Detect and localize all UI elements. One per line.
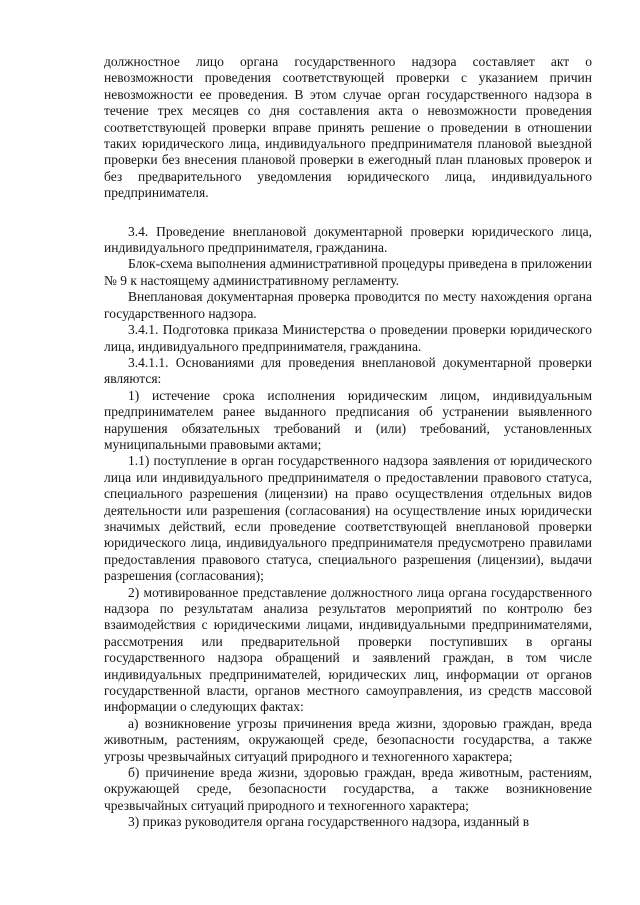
section-heading-3-4-1-1: 3.4.1.1. Основаниями для проведения внеплановой документарной проверки являются:: [104, 354, 592, 387]
section-heading-3-4: 3.4. Проведение внеплановой документарной проверки юридического лица, индивидуального предпринимателя, гражданина.: [104, 223, 592, 256]
list-item-1-1: 1.1) поступление в орган государственного надзора заявления от юридического лица или индивидуального предпринимателя о предоставлении правового статуса, специального разрешения (лицензии) на право осуществления отдельных видов деятельности или разрешения (согласования) на осуществление иных юридически значимых действий, если проведение соответствующей внеплановой проверки юридического лица, индивидуального предпринимателя предусмотрено правилами предоставления правового статуса, специального разрешения (лицензии), выдачи разрешения (согласования);: [104, 453, 592, 584]
section-heading-3-4-1: 3.4.1. Подготовка приказа Министерства о проведении проверки юридического лица, индивидуального предпринимателя, гражданина.: [104, 322, 592, 354]
paragraph-block-scheme: Блок-схема выполнения административной процедуры приведена в приложении № 9 к настоящему административному регламенту.: [104, 256, 592, 288]
paragraph-continuation: должностное лицо органа государственного надзора составляет акт о невозможности проведения соответствующей проверки с указанием причин невозможности ее проведения. В этом случае орган государственного надзора в течение трех месяцев со дня составления акта о невозможности проведения соответствующей проверки вправе принять решение о проведении в отношении таких юридического лица, индивидуального предпринимателя плановой выездной проверки без внесения плановой проверки в ежегодный план плановых проверок и без предварительного уведомления юридического лица, индивидуального предпринимателя.: [104, 54, 592, 201]
list-item-2: 2) мотивированное представление должностного лица органа государственного надзора по результатам анализа результатов мероприятий по контролю без взаимодействия с юридическими лицами, индивидуальными предпринимателями, рассмотрения или предварительной проверки поступивших в органы государственного надзора обращений и заявлений граждан, в том числе индивидуальных предпринимателей, юридических лиц, информации от органов государственной власти, органов местного самоуправления, из средств массовой информации о следующих фактах:: [104, 584, 592, 715]
paragraph-location: Внеплановая документарная проверка проводится по месту нахождения органа государственного надзора.: [104, 289, 592, 321]
paragraph-gap: [104, 202, 592, 224]
list-item-2-a: а) возникновение угрозы причинения вреда жизни, здоровью граждан, вреда животным, растениям, окружающей среде, безопасности государства, а также угрозы чрезвычайных ситуаций природного и техногенного характера;: [104, 715, 592, 764]
list-item-1: 1) истечение срока исполнения юридическим лицом, индивидуальным предпринимателем ранее выданного предписания об устранении выявленного нарушения обязательных требований и (или) требований, установленных муниципальными правовыми актами;: [104, 387, 592, 452]
document-body: [104, 54, 592, 831]
list-item-3: 3) приказ руководителя органа государственного надзора, изданный в: [128, 814, 530, 830]
list-item-2-b: б) причинение вреда жизни, здоровью граждан, вреда животным, растениям, окружающей среде, безопасности государства, а также возникновение чрезвычайных ситуаций природного и техногенного характера;: [104, 765, 592, 813]
